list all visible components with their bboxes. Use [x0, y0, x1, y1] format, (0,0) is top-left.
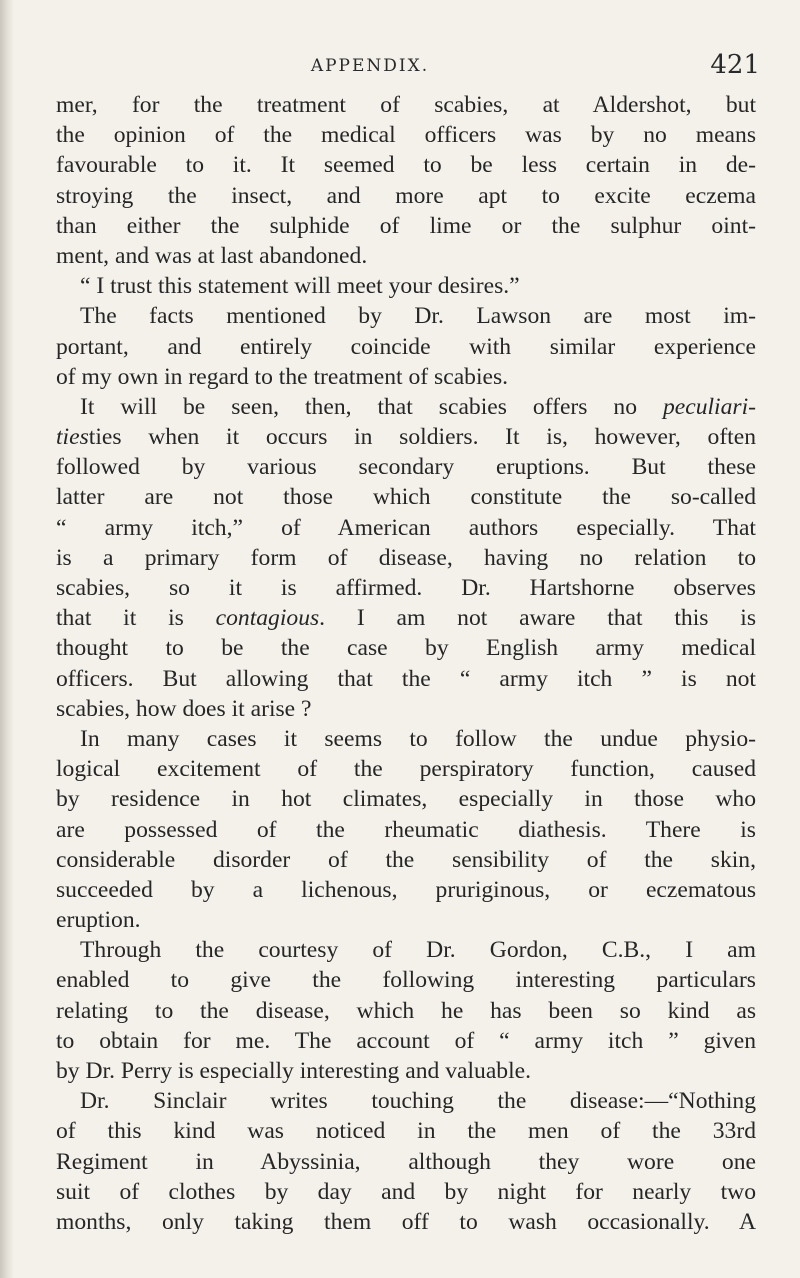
text-segment: . I am not aware that this is: [319, 605, 756, 632]
text-line: Dr. Sinclair writes touching the disease:—“Nothing: [80, 1088, 756, 1115]
text-line: latter are not those which constitute the so-called: [56, 484, 756, 511]
text-line: [56, 392, 756, 422]
text-line: by residence in hot climates, especially in those who: [56, 786, 756, 813]
text-line: The facts mentioned by Dr. Lawson are most im-: [80, 303, 756, 330]
text-line: [56, 603, 756, 633]
text-line: considerable disorder of the sensibility of the skin,: [56, 846, 756, 873]
text-line: mer, for the treatment of scabies, at Aldershot, but: [56, 92, 756, 118]
text-line: enabled to give the following interesting particulars: [56, 967, 756, 994]
text-line: “ army itch,” of American authors especially. That: [56, 514, 756, 541]
text-line: is a primary form of disease, having no relation to: [56, 544, 756, 571]
text-line: eruption.: [56, 907, 141, 934]
text-line: scabies, how does it arise ?: [56, 695, 312, 722]
text-line: scabies, so it is affirmed. Dr. Hartshorne observes: [56, 575, 756, 601]
text-line: are possessed of the rheumatic diathesis. There is: [56, 816, 756, 843]
text-segment: ties when it occurs in soldiers. It is, however, often: [88, 424, 756, 451]
text-line: than either the sulphide of lime or the sulphur oint-: [56, 212, 756, 239]
text-line: portant, and entirely coincide with similar experience: [56, 333, 756, 360]
text-line: of this kind was noticed in the men of the 33rd: [56, 1118, 756, 1145]
text-line: relating to the disease, which he has been so kind as: [56, 997, 756, 1024]
body-text: [56, 90, 756, 1237]
text-line: the opinion of the medical officers was by no means: [56, 122, 756, 149]
text-line: by Dr. Perry is especially interesting and valuable.: [56, 1058, 532, 1084]
text-line: succeeded by a lichenous, pruriginous, or eczematous: [56, 876, 756, 903]
text-line: followed by various secondary eruptions. But these: [56, 454, 756, 481]
text-line: Through the courtesy of Dr. Gordon, C.B., I am: [80, 937, 756, 964]
text-segment: It will be seen, then, that scabies offers no: [80, 393, 663, 420]
running-title: APPENDIX.: [310, 56, 430, 76]
text-line: thought to be the case by English army medical: [56, 635, 756, 662]
page-number: 421: [710, 50, 760, 80]
running-head: [40, 50, 760, 86]
text-line: favourable to it. It seemed to be less certain in de-: [56, 152, 756, 179]
text-line: months, only taking them off to wash occasionally. A: [56, 1208, 756, 1235]
text-line: suit of clothes by day and by night for nearly two: [56, 1178, 756, 1205]
italic-word: contagious: [215, 605, 320, 632]
text-line: logical excitement of the perspiratory function, caused: [56, 756, 756, 783]
text-line: to obtain for me. The account of “ army itch ” given: [56, 1027, 756, 1054]
text-line: “ I trust this statement will meet your desires.”: [80, 273, 520, 300]
spine-shadow: [0, 0, 14, 1278]
text-line: [56, 422, 756, 452]
text-line: ment, and was at last abandoned.: [56, 242, 368, 269]
text-line: of my own in regard to the treatment of scabies.: [56, 363, 509, 390]
text-line: officers. But allowing that the “ army itch ” is not: [56, 665, 756, 692]
text-segment: that it is: [56, 605, 216, 632]
text-line: Regiment in Abyssinia, although they wore one: [56, 1148, 756, 1175]
text-line: In many cases it seems to follow the undue physio-: [80, 725, 756, 752]
italic-word-cont: ties: [56, 424, 89, 451]
text-line: stroying the insect, and more apt to excite eczema: [56, 182, 756, 209]
italic-word: peculiari-: [662, 393, 756, 420]
